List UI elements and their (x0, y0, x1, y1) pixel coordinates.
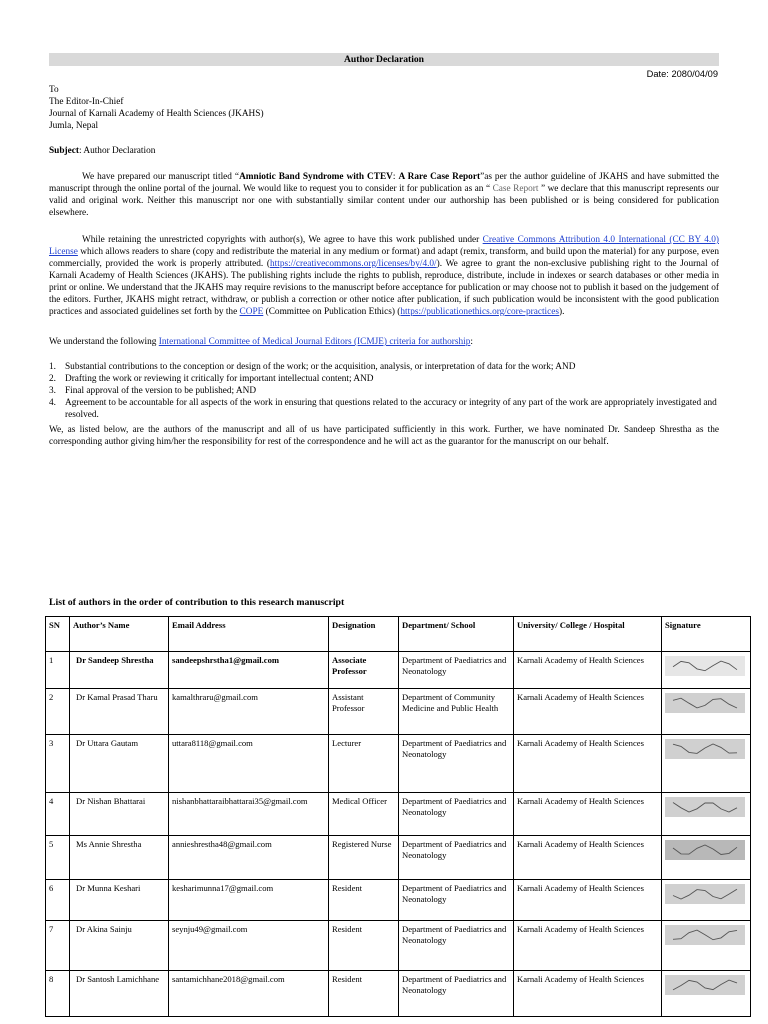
list-item: 4. Agreement to be accountable for all aspects of the work in ensuring that questions related to the accuracy or integrity of any part of the work are appropriately investigated and resolved. (49, 398, 717, 420)
list-item: 3. Final approval of the version to be published; AND (49, 386, 257, 396)
cell-email: sandeepshrstha1@gmail.com (169, 652, 329, 689)
signature-cell (662, 921, 751, 971)
cell-university: Karnali Academy of Health Sciences (514, 836, 662, 880)
cell-email: kesharimunna17@gmail.com (169, 880, 329, 921)
cell-department: Department of Paediatrics and Neonatology (399, 652, 514, 689)
list-item: 2. Drafting the work or reviewing it critically for important intellectual content; AND (49, 374, 374, 384)
cc-url-link[interactable]: https://creativecommons.org/licenses/by/4.0/ (270, 259, 437, 269)
paragraph-icmje: We understand the following International Committee of Medical Journal Editors (ICMJE) criteria for authorship: (49, 337, 473, 347)
table-row (46, 921, 751, 971)
table-row (46, 971, 751, 1017)
cell-university: Karnali Academy of Health Sciences (514, 689, 662, 735)
address-line: The Editor-In-Chief (49, 97, 124, 107)
icmje-link[interactable]: International Committee of Medical Journal Editors (ICMJE) criteria for authorship (158, 337, 471, 347)
cell-department: Department of Paediatrics and Neonatology (399, 836, 514, 880)
cell-name: Dr Nishan Bhattarai (70, 793, 169, 836)
subject-label: Subject (49, 146, 79, 156)
cell-email: seynju49@gmail.com (169, 921, 329, 971)
cell-university: Karnali Academy of Health Sciences (514, 735, 662, 793)
signature-cell (662, 880, 751, 921)
cell-designation: Resident (329, 921, 399, 971)
signature-cell (662, 689, 751, 735)
page-title: Author Declaration (49, 53, 719, 66)
table-row (46, 735, 751, 793)
cell-university: Karnali Academy of Health Sciences (514, 793, 662, 836)
cope-link[interactable]: COPE (239, 307, 264, 317)
author-list-heading: List of authors in the order of contribution to this research manuscript (49, 597, 345, 608)
cell-sn: 6 (46, 880, 70, 921)
table-row (46, 793, 751, 836)
signature-image (665, 693, 745, 713)
col-header: Signature (662, 617, 751, 652)
cell-sn: 5 (46, 836, 70, 880)
signature-cell (662, 971, 751, 1017)
cell-name: Dr Sandeep Shrestha (70, 652, 169, 689)
cell-department: Department of Community Medicine and Public Health (399, 689, 514, 735)
paragraph-intro: We have prepared our manuscript titled “Amniotic Band Syndrome with CTEV: A Rare Case Report”as per the author guideline of JKAHS and have submitted the manuscript through the online portal of the journal. We would like to request you to consider it for publication as an “ Case Report ” we declare that this manuscript represents our valid and original work. Neither this manuscript nor one with substantially similar content under our authorship has been published or is being considered for publication elsewhere. (49, 172, 720, 218)
cell-email: annieshrestha48@gmail.com (169, 836, 329, 880)
col-header: SN (46, 617, 70, 652)
cell-department: Department of Paediatrics and Neonatology (399, 793, 514, 836)
signature-image (665, 884, 745, 904)
cell-sn: 4 (46, 793, 70, 836)
address-line: To (49, 85, 59, 95)
signature-cell (662, 735, 751, 793)
criteria-list (49, 361, 719, 421)
table-header-row (46, 617, 751, 652)
cell-name: Dr Kamal Prasad Tharu (70, 689, 169, 735)
signature-image (665, 797, 745, 817)
paragraph-license: While retaining the unrestricted copyrights with author(s), We agree to have this work published under Creative Commons Attribution 4.0 International (CC BY 4.0) License which allows readers to share (copy and redistribute the material in any medium or format) and adapt (remix, transform, and build upon the material) for any purpose, even commercially, provided the work is properly attributed. (https://creativecommons.org/licenses/by/4.0/). We agree to grant the non-exclusive publishing right to the Journal of Karnali Academy of Health Sciences (JKAHS). The publishing rights include the rights to publish, reproduce, distribute, include in indexes or search databases or other media in print or online. We understand that the JKAHS may require revisions to the manuscript before acceptance for publication or may choose not to publish it based on the judgement of the editors. Further, JKAHS might retract, withdraw, or publish a correction or other notice after publication, if such publication would be inconsistent with the good publication practices and associated guidelines set forth by the COPE (Committee on Publication Ethics) (https://publicationethics.org/core-practices). (49, 235, 719, 317)
cell-department: Department of Paediatrics and Neonatology (399, 880, 514, 921)
signature-image (665, 925, 745, 945)
list-item: 1. Substantial contributions to the conception or design of the work; or the acquisition, analysis, or interpretation of data for the work; AND (49, 362, 576, 372)
col-header: Designation (329, 617, 399, 652)
cell-department: Department of Paediatrics and Neonatology (399, 735, 514, 793)
cope-url-link[interactable]: https://publicationethics.org/core-practices (400, 307, 560, 317)
cell-sn: 2 (46, 689, 70, 735)
col-header: Email Address (169, 617, 329, 652)
table-row (46, 652, 751, 689)
cell-designation: Resident (329, 880, 399, 921)
subject-text: : Author Declaration (78, 146, 156, 156)
date-line: Date: 2080/04/09 (646, 69, 718, 79)
signature-cell (662, 652, 751, 689)
cell-sn: 1 (46, 652, 70, 689)
subject-line (49, 146, 155, 156)
cell-name: Dr Santosh Lamichhane (70, 971, 169, 1017)
signature-image (665, 656, 745, 676)
manuscript-type: Case Report (490, 184, 541, 194)
cell-sn: 7 (46, 921, 70, 971)
cell-name: Dr Akina Sainju (70, 921, 169, 971)
cell-university: Karnali Academy of Health Sciences (514, 971, 662, 1017)
address-line: Jumla, Nepal (49, 121, 99, 131)
table-row (46, 689, 751, 735)
signature-image (665, 840, 745, 860)
table-row (46, 836, 751, 880)
cell-university: Karnali Academy of Health Sciences (514, 652, 662, 689)
cell-department: Department of Paediatrics and Neonatology (399, 921, 514, 971)
cell-sn: 3 (46, 735, 70, 793)
cell-department: Department of Paediatrics and Neonatology (399, 971, 514, 1017)
signature-cell (662, 793, 751, 836)
cc-license-link[interactable]: Creative Commons Attribution 4.0 International (CC BY 4.0) License (49, 235, 719, 257)
signature-image (665, 739, 745, 759)
cell-email: uttara8118@gmail.com (169, 735, 329, 793)
cell-name: Ms Annie Shrestha (70, 836, 169, 880)
signature-image (665, 975, 745, 995)
cell-name: Dr Munna Keshari (70, 880, 169, 921)
cell-designation: Assistant Professor (329, 689, 399, 735)
col-header: Author’s Name (70, 617, 169, 652)
cell-designation: Lecturer (329, 735, 399, 793)
cell-designation: Resident (329, 971, 399, 1017)
col-header: Department/ School (399, 617, 514, 652)
cell-email: nishanbhattaraibhattarai35@gmail.com (169, 793, 329, 836)
signature-cell (662, 836, 751, 880)
authors-table (45, 616, 751, 1017)
cell-email: kamalthraru@gmail.com (169, 689, 329, 735)
recipient-address (49, 84, 264, 132)
cell-university: Karnali Academy of Health Sciences (514, 921, 662, 971)
cell-designation: Medical Officer (329, 793, 399, 836)
manuscript-subtitle: A Rare Case Report (398, 172, 481, 182)
col-header: University/ College / Hospital (514, 617, 662, 652)
closing-statement: We, as listed below, are the authors of the manuscript and all of us have participated sufficiently in this work. Further, we have nominated Dr. Sandeep Shrestha as the corresponding author giving him/her the responsibility for rest of the correspondence and he will act as the guarantor for the manuscript on our behalf. (49, 425, 719, 447)
cell-designation: Registered Nurse (329, 836, 399, 880)
cell-designation: Associate Professor (329, 652, 399, 689)
cell-university: Karnali Academy of Health Sciences (514, 880, 662, 921)
address-line: Journal of Karnali Academy of Health Sciences (JKAHS) (49, 109, 264, 119)
cell-name: Dr Uttara Gautam (70, 735, 169, 793)
cell-email: santamichhane2018@gmail.com (169, 971, 329, 1017)
manuscript-title: Amniotic Band Syndrome with CTEV (239, 172, 393, 182)
table-row (46, 880, 751, 921)
cell-sn: 8 (46, 971, 70, 1017)
